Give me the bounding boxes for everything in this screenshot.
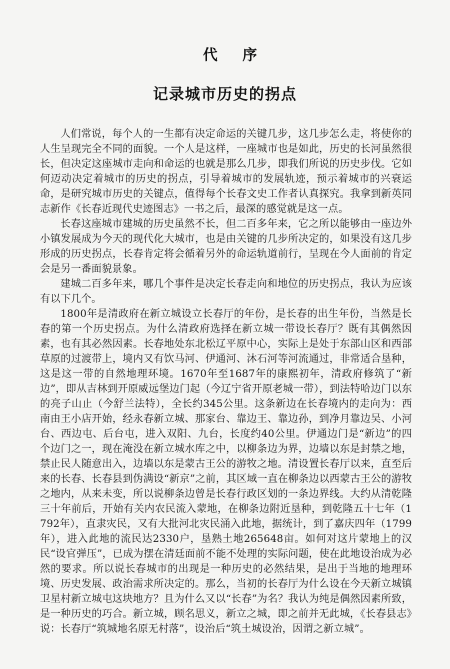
paragraph: 人们常说，每个人的一生都有决定命运的关键几步，这几步怎么走，将使你的人生呈现完全不同的面貌。一个人是这样，一座城市也是如此，历史的长河虽然很长，但决定这座城市走向和命运的也就是那么几步，即我们所说的历史步伐。它如何迈动决定着城市的历史的拐点，引导着城市的发展轨迹，预示着城市的兴衰运命，是研究城市历史的关键点，值得每个长春文史工作者认真探究。我拿到新英同志新作《长春近现代史迹图志》一书之后，最深的感觉就是这一点。 xyxy=(40,129,412,215)
paragraph: 长春这座城市建城的历史虽然不长，但二百多年来，它之所以能够由一座边外小镇发展成为今天的现代化大城市，也是由关键的几步所决定的，如果没有这几步形成的历史拐点，长春肯定将会循着另外的命运轨道前行，呈现在今人面前的肯定会是另一番面貌景象。 xyxy=(40,219,412,275)
paragraph: 建城二百多年来，哪几个事件是决定长春走向和地位的历史拐点，我认为应该有以下几个。 xyxy=(40,279,412,305)
article-title: 记录城市历史的拐点 xyxy=(152,85,297,103)
paragraph: 1800年是清政府在新立城设立长春厅的年份，是长春的出生年份，当然是长春的第一个历史拐点。为什么清政府选择在新立城一带设长春厅？既有其偶然因素，也有其必然因素。长春地处东北松辽平原中心，实际上是处于东部山区和西部草原的过渡带上，境内又有饮马河、伊通河、沐石河等河流通过，非常适合垦种，这是这一带的自然地理环境。1670年至1687年的康熙初年，清政府修筑了“新边”，即从吉林到开原威远堡边门起（今辽宁省开原老城一带），到法特哈边门以东的亮子山止（今舒兰法特），全长约345公里。这条新边在长春境内的走向为：西南由王小店开始，经永春新立城、那家台、靠边王、靠边孙，到净月靠边吴、小河台、西边屯、后台屯，进入双阳、九台，长度约40公里。伊通边门是“新边”的四个边门之一，现在淹没在新立城水库之中，以柳条边为界，边墙以东是封禁之地，禁止民人随意出入，边墙以东是蒙古王公的游牧之地。清设置长春厅以来，直至后来的长春、长春县到伪满设“新京”之前，其区域一直在柳条边以西蒙古王公的游牧之地内，从来未变，所以说柳条边曾是长春行政区划的一条边界线。大约从清乾隆三十年前后，开始有关内农民流入蒙地，在柳条边附近垦种，到乾隆五十七年（1792年），直隶灾民，又有大批河北灾民涌入此地，据统计，到了嘉庆四年（1799年），进入此地的流民达2330户，垦熟土地265648亩。如何对这片蒙地上的汉民“设官弹压”，已成为摆在清廷面前不能不处理的实际问题，使在此地设治成为必然的要求。所以说长春城市的出现是一种历史的必然结果，是出于当地的地理环境、历史发展、政治需求所决定的。那么，当初的长春厅为什么设在今天新立城镇卫星村新立城屯这块地方？且为什么又以“长春”为名？我认为纯是偶然因素所致，是一种历史的巧合。新立城，顾名思义，新立之城，即之前并无此城，《长春县志》说：长春厅“筑城地名原无村落”，设治后“筑土城设治，因谓之新立城”。 xyxy=(40,309,412,635)
body-text xyxy=(40,127,412,637)
preface-heading: 代 序 xyxy=(202,48,268,64)
